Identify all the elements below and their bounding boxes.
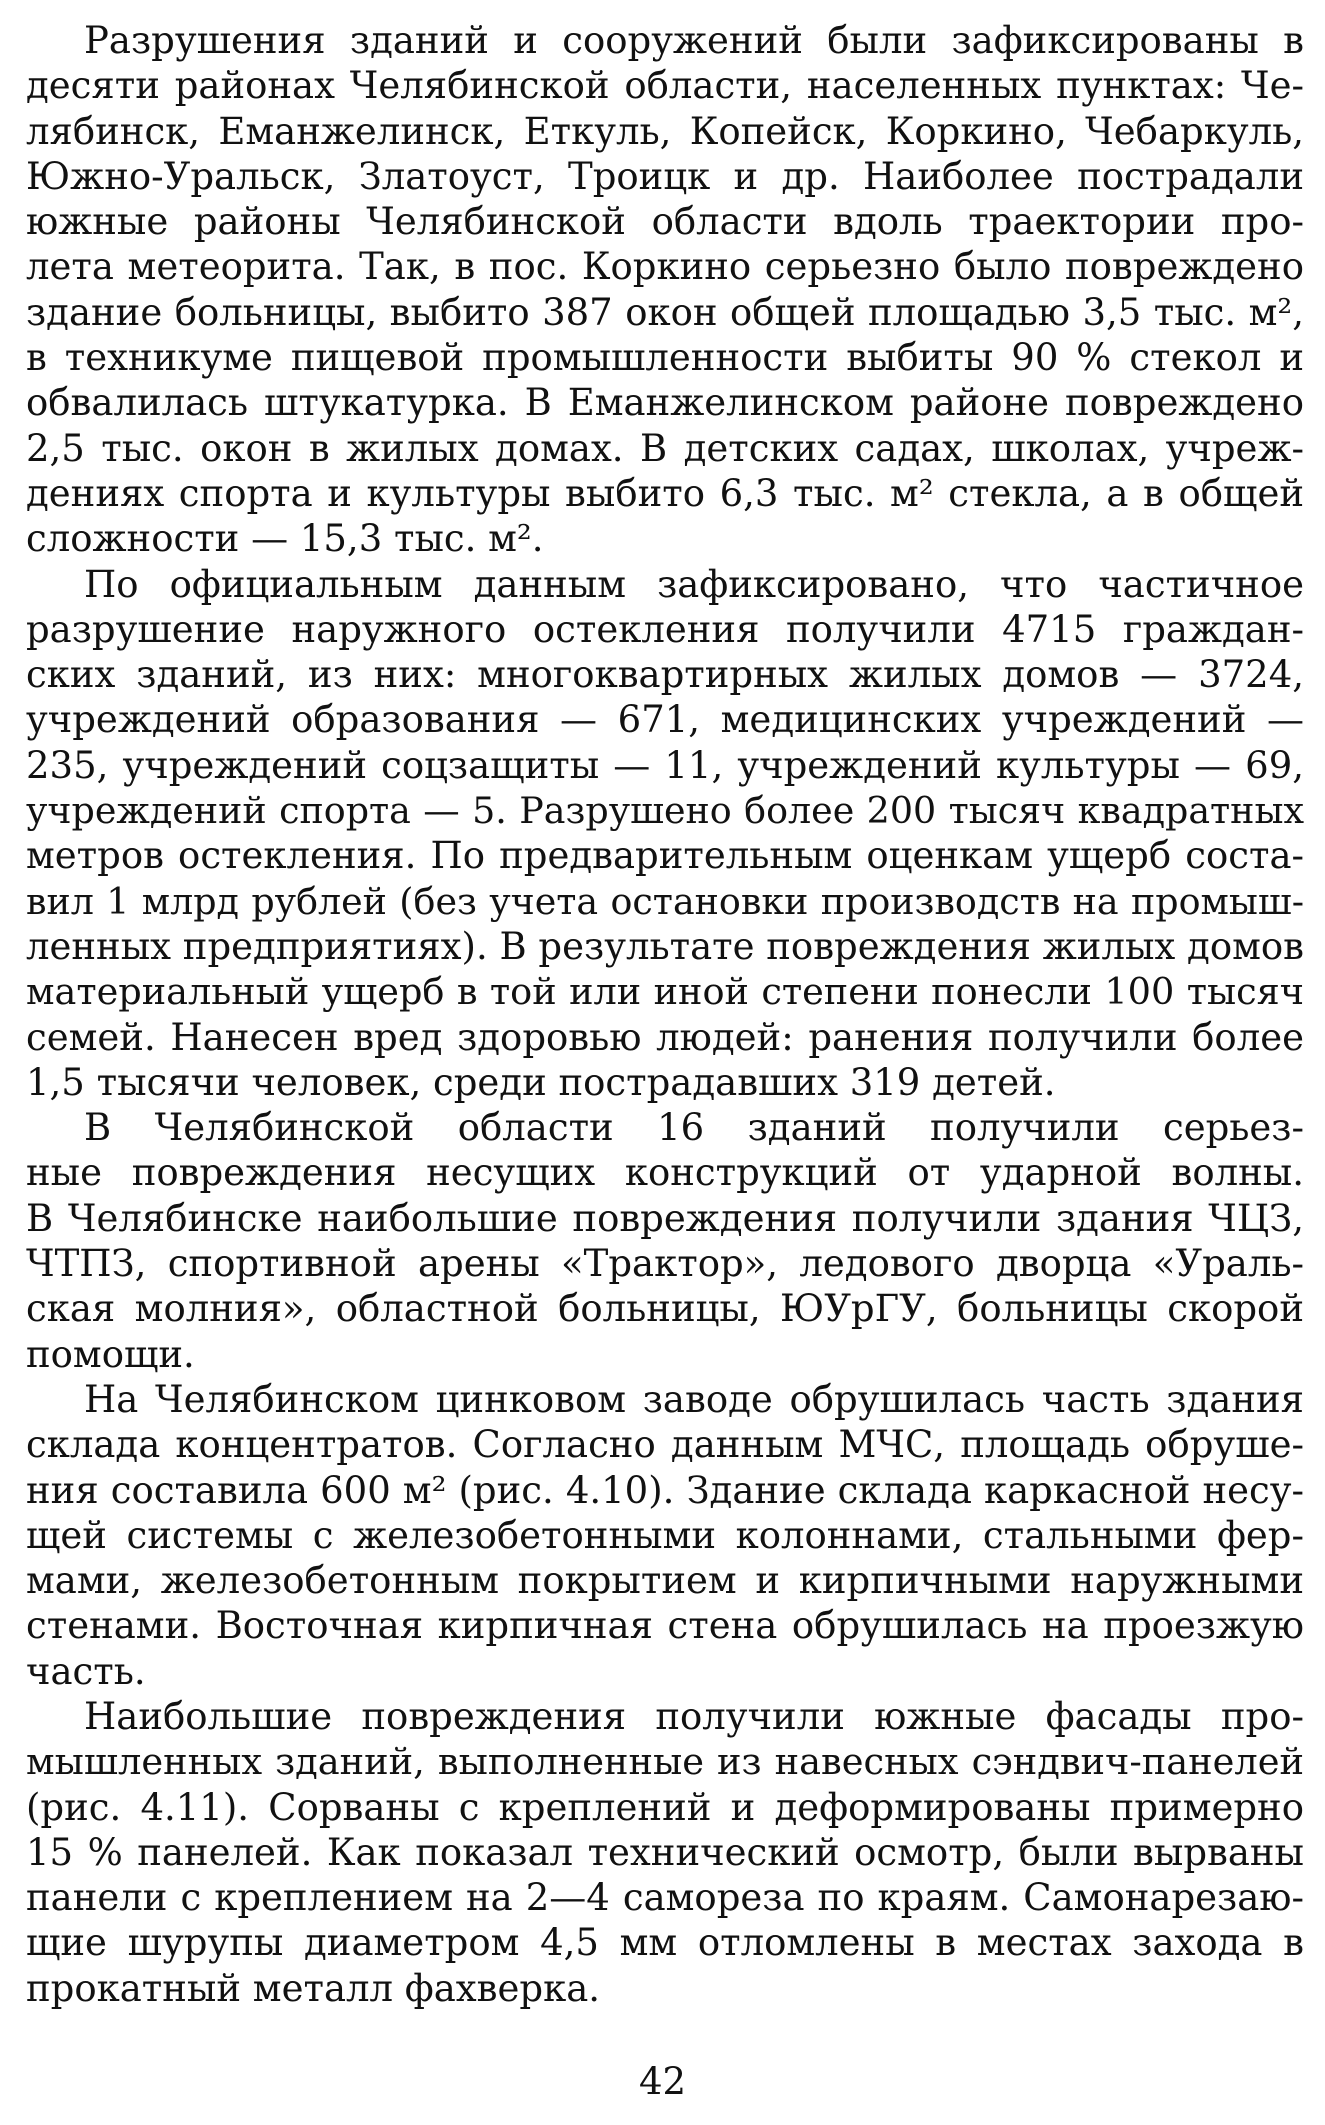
text-line: панели с креплением на 2—4 самореза по краям. Самонарезаю- <box>26 1876 1304 1920</box>
paragraph <box>26 1694 1304 2011</box>
text-line: Наибольшие повреждения получили южные фасады про- <box>84 1694 1304 1738</box>
text-line: лета метеорита. Так, в пос. Коркино серьезно было повреждено <box>26 245 1304 289</box>
text-line: ленных предприятиях). В результате повреждения жилых домов <box>26 924 1304 968</box>
text-line: материальный ущерб в той или иной степени понесли 100 тысяч <box>26 970 1304 1014</box>
text-line: ЧТПЗ, спортивной арены «Трактор», ледового дворца «Ураль- <box>26 1242 1304 1286</box>
paragraph <box>26 1105 1304 1377</box>
text-line: лябинск, Еманжелинск, Еткуль, Копейск, Коркино, Чебаркуль, <box>26 109 1304 153</box>
text-line: ских зданий, из них: многоквартирных жилых домов — 3724, <box>26 653 1304 697</box>
text-line: южные районы Челябинской области вдоль траектории про- <box>26 200 1304 244</box>
text-line: Южно-Уральск, Златоуст, Троицк и др. Наиболее пострадали <box>26 154 1304 198</box>
text-line: здание больницы, выбито 387 окон общей площадью 3,5 тыс. м², <box>26 290 1304 334</box>
text-line: часть. <box>26 1649 146 1693</box>
text-line: мами, железобетонным покрытием и кирпичными наружными <box>26 1559 1304 1603</box>
text-line: Разрушения зданий и сооружений были зафиксированы в <box>84 19 1304 62</box>
text-line: (рис. 4.11). Сорваны с креплений и деформированы примерно <box>26 1785 1304 1829</box>
text-line: В Челябинске наибольшие повреждения получили здания ЧЦЗ, <box>26 1196 1304 1240</box>
paragraph <box>26 1377 1304 1694</box>
text-line: вил 1 млрд рублей (без учета остановки производств на промыш- <box>26 879 1304 923</box>
text-line: 235, учреждений соцзащиты — 11, учреждений культуры — 69, <box>26 743 1304 787</box>
text-line: прокатный металл фахверка. <box>26 1966 601 2010</box>
document-body <box>26 18 1304 2011</box>
text-line: ская молния», областной больницы, ЮУрГУ, больницы скорой <box>26 1287 1304 1331</box>
text-line: разрушение наружного остекления получили 4715 граждан- <box>26 607 1304 651</box>
text-line: ния составила 600 м² (рис. 4.10). Здание склада каркасной несу- <box>26 1468 1304 1512</box>
text-line: в техникуме пищевой промышленности выбиты 90 % стекол и <box>26 336 1304 380</box>
text-line: стенами. Восточная кирпичная стена обрушилась на проезжую <box>26 1604 1304 1648</box>
text-line: 15 % панелей. Как показал технический осмотр, были вырваны <box>26 1830 1304 1874</box>
text-line: семей. Нанесен вред здоровью людей: ранения получили более <box>26 1015 1304 1059</box>
text-line: 2,5 тыс. окон в жилых домах. В детских садах, школах, учреж- <box>26 426 1304 470</box>
text-line: На Челябинском цинковом заводе обрушилась часть здания <box>84 1377 1304 1421</box>
text-line: десяти районах Челябинской области, населенных пунктах: Че- <box>26 64 1304 108</box>
text-line: мышленных зданий, выполненные из навесных сэндвич-панелей <box>26 1740 1304 1784</box>
text-line: метров остекления. По предварительным оценкам ущерб соста- <box>26 834 1304 878</box>
text-line: учреждений образования — 671, медицинских учреждений — <box>26 698 1304 742</box>
text-line: ные повреждения несущих конструкций от ударной волны. <box>26 1151 1304 1195</box>
text-line: щие шурупы диаметром 4,5 мм отломлены в местах захода в <box>26 1921 1304 1965</box>
text-line: дениях спорта и культуры выбито 6,3 тыс. м² стекла, а в общей <box>26 471 1304 515</box>
text-line: сложности — 15,3 тыс. м². <box>26 517 544 561</box>
text-line: В Челябинской области 16 зданий получили серьез- <box>84 1106 1304 1150</box>
text-line: По официальным данным зафиксировано, что частичное <box>84 562 1304 606</box>
text-line: склада концентратов. Согласно данным МЧС, площадь обруше- <box>26 1423 1304 1467</box>
text-line: обвалилась штукатурка. В Еманжелинском районе повреждено <box>26 381 1304 425</box>
paragraph <box>26 562 1304 1106</box>
text-line: помощи. <box>26 1332 195 1376</box>
page-number: 42 <box>638 2060 687 2103</box>
text-line: щей системы с железобетонными колоннами, стальными фер- <box>26 1513 1304 1557</box>
paragraph <box>26 18 1304 562</box>
text-line: учреждений спорта — 5. Разрушено более 200 тысяч квадратных <box>26 789 1304 833</box>
text-line: 1,5 тысячи человек, среди пострадавших 319 детей. <box>26 1060 1056 1104</box>
